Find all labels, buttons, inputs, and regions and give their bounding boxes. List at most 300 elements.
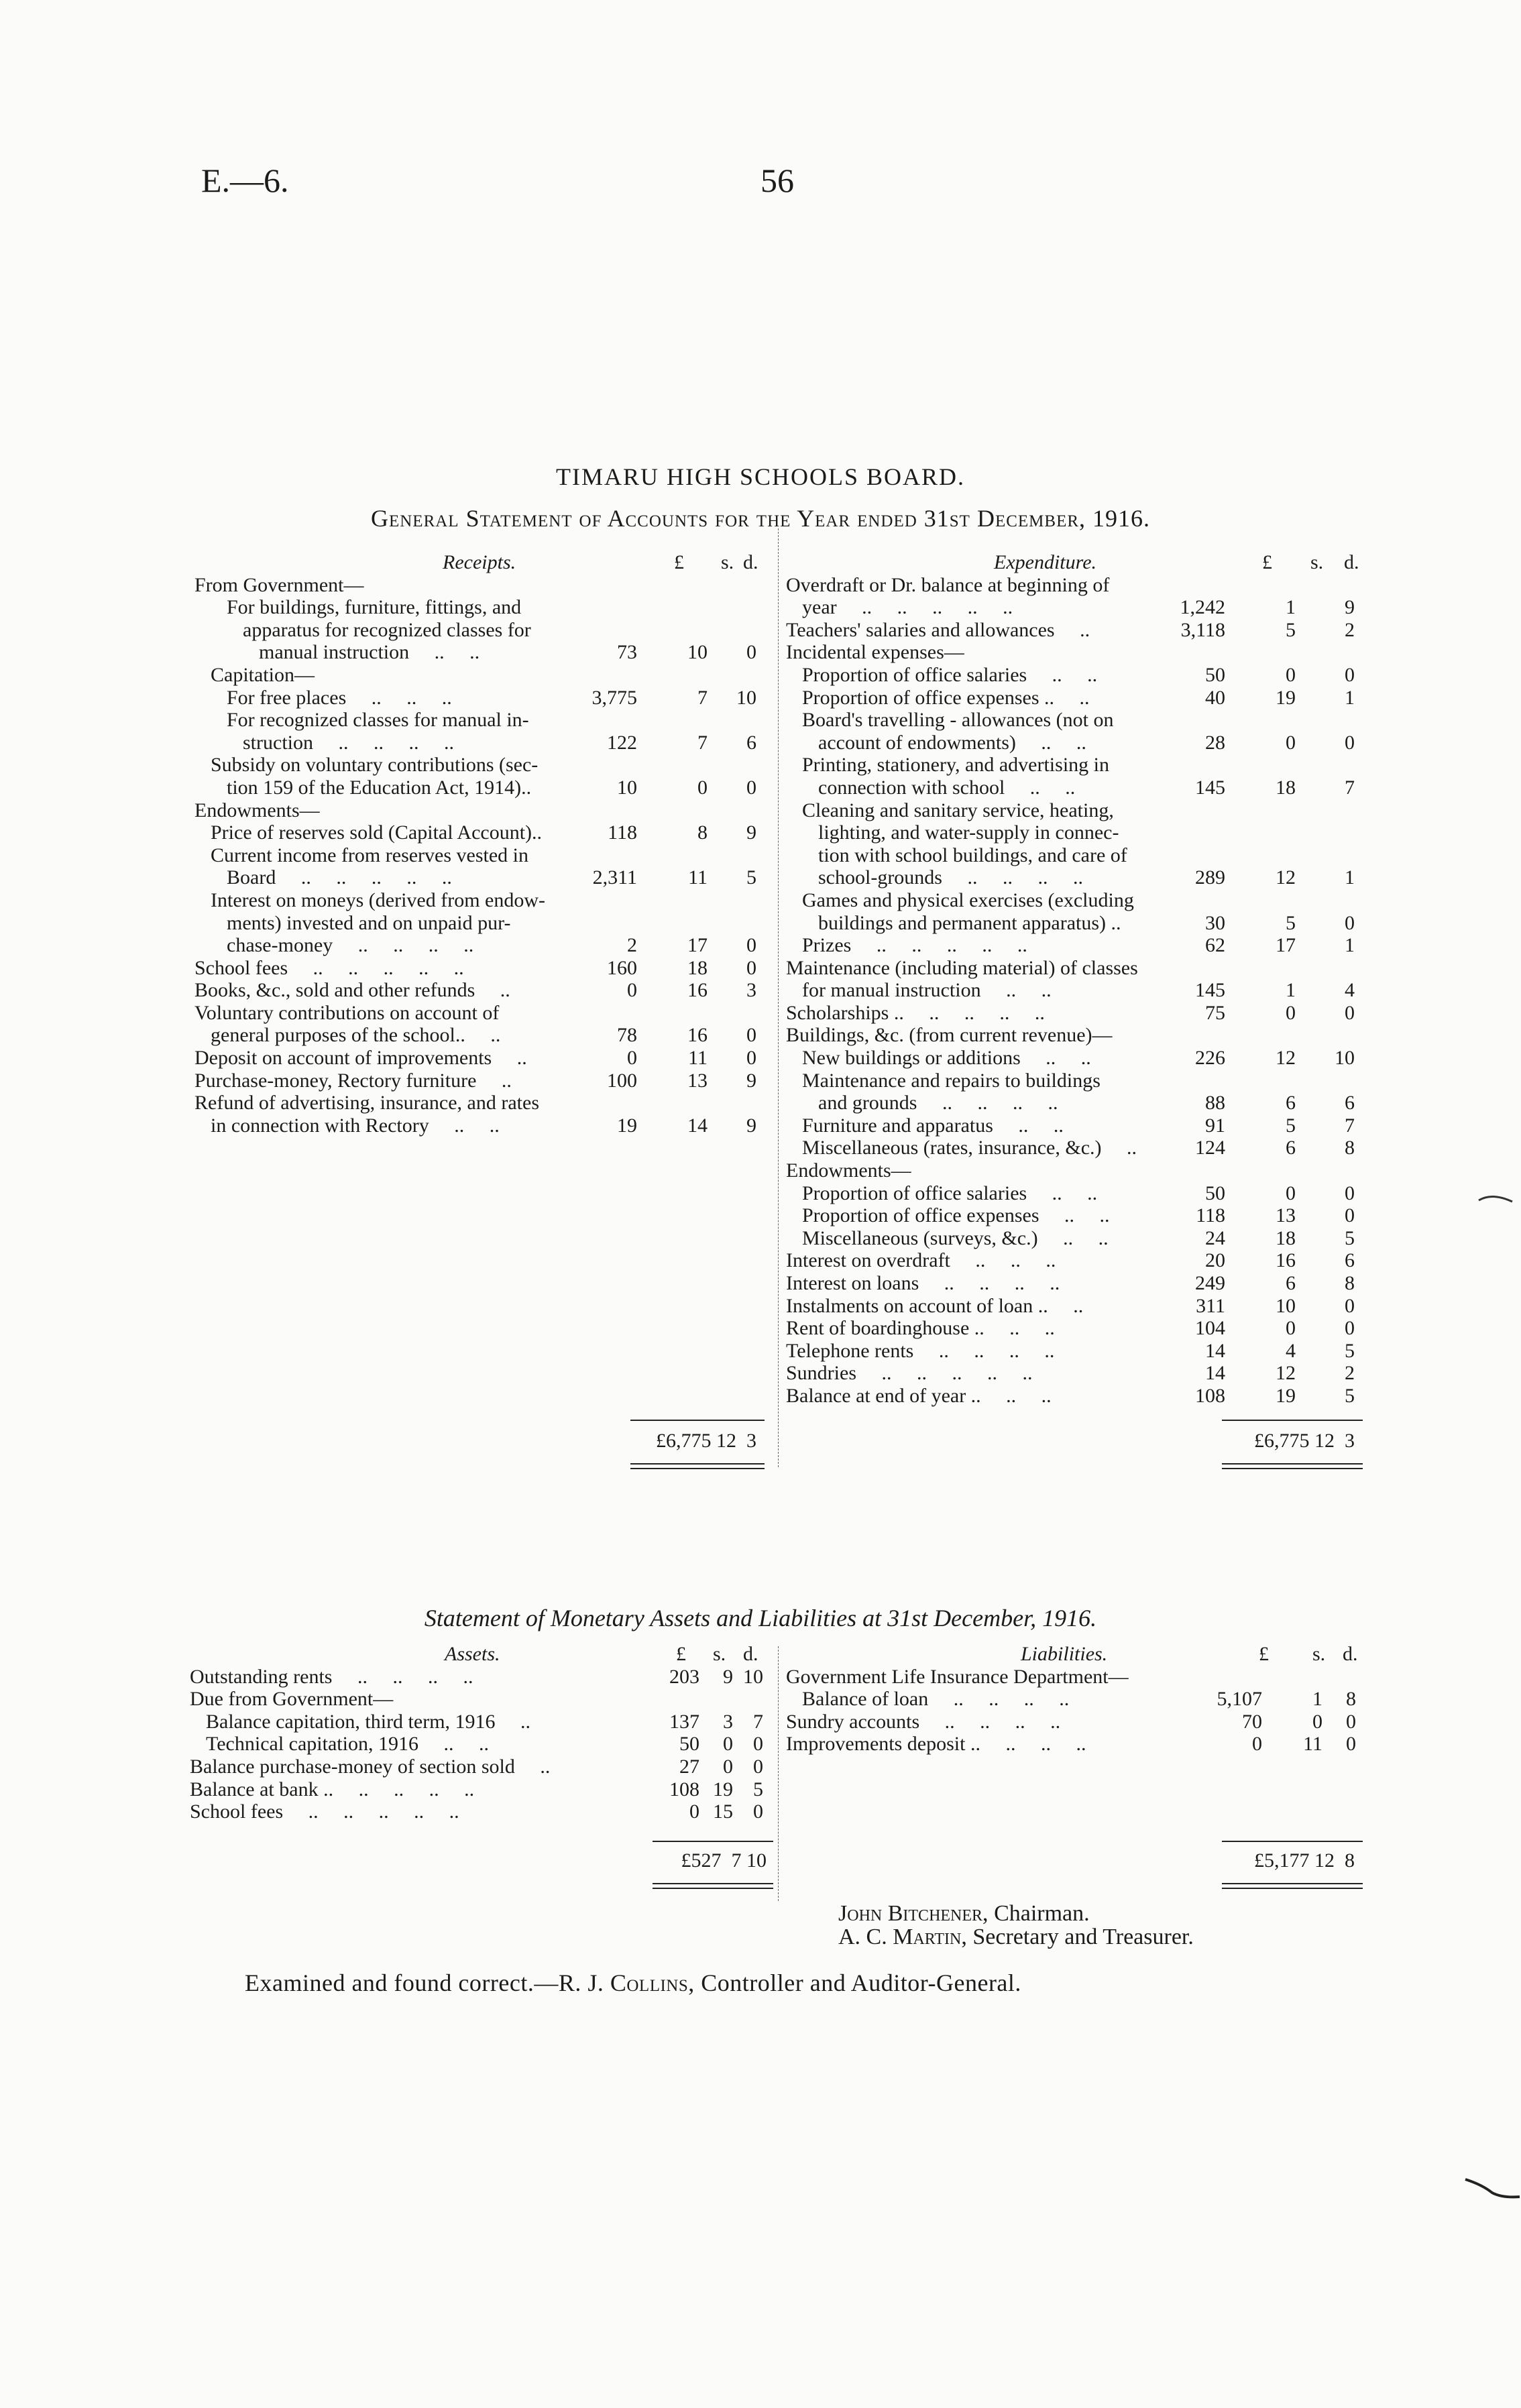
- receipts-row-label: tion 159 of the Education Act, 1914)..: [227, 776, 532, 799]
- receipts-row-label: For buildings, furniture, fittings, and: [227, 596, 522, 619]
- expenditure-row-label: Balance at end of year .. .. ..: [786, 1384, 1052, 1407]
- assets-row: [190, 1711, 773, 1733]
- receipts-row: [194, 821, 771, 844]
- expenditure-row: [786, 1362, 1376, 1385]
- expenditure-row-label: Proportion of office salaries .. ..: [802, 663, 1098, 686]
- liabilities-column: [786, 1643, 1376, 1872]
- receipts-row: [194, 957, 771, 980]
- expenditure-row-pounds: 118: [1196, 1204, 1225, 1227]
- assets-shillings-header: s.: [713, 1643, 726, 1665]
- expenditure-row-shillings: 13: [1276, 1204, 1296, 1227]
- liabilities-total-rule: [1222, 1841, 1363, 1842]
- expenditure-row-shillings: 19: [1276, 686, 1296, 709]
- expenditure-row-pounds: 91: [1205, 1114, 1225, 1137]
- receipts-row-label: chase-money .. .. .. ..: [227, 934, 474, 957]
- receipts-header-row: [194, 551, 771, 574]
- receipts-row-pounds: 122: [607, 731, 637, 754]
- expenditure-row: [786, 1024, 1376, 1047]
- expenditure-row-pounds: 75: [1205, 1001, 1225, 1024]
- receipts-pence-header: d.: [743, 551, 758, 573]
- receipts-row-label: manual instruction .. ..: [259, 641, 490, 664]
- receipts-row-pence: 0: [746, 776, 756, 799]
- receipts-row-pence: 0: [746, 956, 756, 979]
- audit-statement: [245, 1969, 1021, 1997]
- receipts-row-pence: 9: [746, 821, 756, 844]
- assets-row-label: Technical capitation, 1916 .. ..: [206, 1733, 489, 1756]
- receipts-row-shillings: 11: [688, 1047, 708, 1070]
- expenditure-row: [786, 777, 1376, 799]
- expenditure-header-row: [786, 551, 1376, 574]
- expenditure-total-double-rule: [1222, 1463, 1363, 1469]
- receipts-row-label: Endowments—: [194, 799, 320, 821]
- expenditure-row-pence: 5: [1345, 1339, 1355, 1362]
- expenditure-row-pence: 1: [1345, 866, 1355, 889]
- monetary-statement-title: Statement of Monetary Assets and Liabilities at 31st December, 1916.: [424, 1605, 1097, 1631]
- expenditure-row: [786, 1272, 1376, 1295]
- statement-subtitle-text: General Statement of Accounts for the Year ended 31st December, 1916.: [370, 505, 1151, 532]
- receipts-row-label: struction .. .. .. ..: [243, 731, 454, 754]
- receipts-row-shillings: 17: [687, 934, 708, 957]
- assets-row-pence: 7: [753, 1710, 763, 1733]
- expenditure-row-pounds: 30: [1205, 911, 1225, 934]
- receipts-row-shillings: 14: [687, 1114, 708, 1137]
- expenditure-row-pence: 0: [1345, 911, 1355, 934]
- expenditure-row-shillings: 1: [1286, 979, 1296, 1002]
- expenditure-row-shillings: 0: [1286, 1001, 1296, 1024]
- assets-column: [190, 1643, 773, 1872]
- expenditure-pounds-header: £: [1262, 551, 1272, 573]
- assets-row-pence: 0: [753, 1755, 763, 1778]
- expenditure-row: [786, 1317, 1376, 1340]
- expenditure-row-pence: 6: [1345, 1249, 1355, 1272]
- expenditure-row-pounds: 50: [1205, 663, 1225, 686]
- expenditure-row-pence: 5: [1345, 1384, 1355, 1407]
- receipts-row: [194, 596, 771, 619]
- assets-row-label: Outstanding rents .. .. .. ..: [190, 1665, 473, 1688]
- receipts-row-label: in connection with Rectory .. ..: [211, 1114, 500, 1137]
- expenditure-row-shillings: 18: [1276, 1226, 1296, 1249]
- liabilities-pence-header: d.: [1343, 1643, 1358, 1665]
- expenditure-row: [786, 912, 1376, 935]
- receipts-row-shillings: 10: [687, 641, 708, 664]
- expenditure-row-shillings: 5: [1286, 618, 1296, 641]
- expenditure-row: [786, 1204, 1376, 1227]
- receipts-row-label: Board .. .. .. .. ..: [227, 866, 452, 889]
- expenditure-row-label: school-grounds .. .. .. ..: [818, 866, 1083, 889]
- expenditure-row-pounds: 40: [1205, 686, 1225, 709]
- assets-row: [190, 1733, 773, 1756]
- expenditure-row: [786, 687, 1376, 709]
- assets-row-pence: 0: [753, 1800, 763, 1823]
- expenditure-row: [786, 934, 1376, 957]
- receipts-row: [194, 912, 771, 935]
- expenditure-row: [786, 844, 1376, 867]
- expenditure-row-shillings: 17: [1276, 934, 1296, 957]
- receipts-row: [194, 934, 771, 957]
- expenditure-row-pence: 1: [1345, 934, 1355, 957]
- receipts-row-label: Refund of advertising, insurance, and rates: [194, 1092, 539, 1114]
- expenditure-row-pounds: 104: [1195, 1317, 1225, 1340]
- liabilities-row-shillings: 1: [1312, 1688, 1322, 1711]
- liabilities-row-pence: 0: [1346, 1710, 1356, 1733]
- expenditure-row-label: Games and physical exercises (excluding: [802, 888, 1134, 911]
- receipts-total-rule: [630, 1420, 765, 1421]
- expenditure-row-pence: 5: [1345, 1226, 1355, 1249]
- assets-row-pounds: 27: [679, 1755, 699, 1778]
- assets-row-shillings: 19: [713, 1778, 733, 1800]
- receipts-row-pence: 5: [746, 866, 756, 889]
- expenditure-row-pounds: 62: [1205, 934, 1225, 957]
- assets-row: [190, 1666, 773, 1688]
- liabilities-row-shillings: 0: [1312, 1710, 1322, 1733]
- receipts-row-shillings: 16: [687, 979, 708, 1002]
- expenditure-row-label: Interest on overdraft .. .. ..: [786, 1249, 1056, 1272]
- liabilities-row: [786, 1666, 1376, 1688]
- expenditure-row-label: Teachers' salaries and allowances ..: [786, 618, 1090, 641]
- receipts-column: [194, 551, 771, 1452]
- expenditure-row: [786, 1070, 1376, 1092]
- assets-pence-header: d.: [743, 1643, 758, 1665]
- expenditure-row-label: Proportion of office expenses .. ..: [802, 686, 1090, 709]
- expenditure-row-pounds: 1,242: [1180, 596, 1225, 619]
- expenditure-row-pence: 4: [1345, 979, 1355, 1002]
- expenditure-row: [786, 1227, 1376, 1250]
- expenditure-heading: Expenditure.: [994, 551, 1097, 573]
- receipts-heading: Receipts.: [443, 551, 516, 573]
- receipts-row-pounds: 78: [617, 1024, 637, 1047]
- expenditure-row: [786, 1114, 1376, 1137]
- receipts-row: [194, 664, 771, 687]
- receipts-row-pounds: 73: [617, 641, 637, 664]
- expenditure-row-label: Proportion of office salaries .. ..: [802, 1182, 1098, 1204]
- receipts-row: [194, 844, 771, 867]
- expenditure-row: [786, 1137, 1376, 1159]
- expenditure-row-label: Overdraft or Dr. balance at beginning of: [786, 573, 1110, 596]
- liabilities-row-label: Sundry accounts .. .. .. ..: [786, 1710, 1061, 1733]
- receipts-row: [194, 732, 771, 754]
- assets-row-pounds: 0: [689, 1800, 699, 1823]
- expenditure-row-pounds: 88: [1205, 1092, 1225, 1114]
- expenditure-row: [786, 799, 1376, 822]
- expenditure-row-pounds: 145: [1195, 776, 1225, 799]
- expenditure-row-label: Furniture and apparatus .. ..: [802, 1114, 1064, 1137]
- expenditure-row: [786, 664, 1376, 687]
- expenditure-row-label: and grounds .. .. .. ..: [818, 1092, 1058, 1114]
- assets-row-label: School fees .. .. .. .. ..: [190, 1800, 459, 1823]
- assets-row-pence: 10: [743, 1665, 763, 1688]
- receipts-row: [194, 1002, 771, 1025]
- secretary-title: Secretary and Treasurer.: [972, 1925, 1194, 1949]
- expenditure-row-shillings: 12: [1276, 1047, 1296, 1070]
- liabilities-row: [786, 1688, 1376, 1711]
- assets-row: [190, 1688, 773, 1711]
- receipts-row-shillings: 7: [697, 686, 708, 709]
- expenditure-row-label: Proportion of office expenses .. ..: [802, 1204, 1110, 1227]
- expenditure-row-label: Rent of boardinghouse .. .. ..: [786, 1317, 1055, 1340]
- receipts-row-pence: 3: [746, 979, 756, 1002]
- board-title: TIMARU HIGH SCHOOLS BOARD.: [555, 463, 966, 490]
- expenditure-row-pounds: 108: [1195, 1384, 1225, 1407]
- receipts-row-pence: 9: [746, 1114, 756, 1137]
- expenditure-column: [786, 551, 1376, 1452]
- expenditure-row-shillings: 16: [1276, 1249, 1296, 1272]
- expenditure-row: [786, 1092, 1376, 1114]
- liabilities-row-label: Improvements deposit .. .. .. ..: [786, 1733, 1086, 1756]
- expenditure-row-label: Sundries .. .. .. .. ..: [786, 1362, 1033, 1385]
- assets-header-row: [190, 1643, 773, 1666]
- expenditure-row: [786, 957, 1376, 980]
- expenditure-row-shillings: 19: [1276, 1384, 1296, 1407]
- expenditure-row-label: tion with school buildings, and care of: [818, 844, 1127, 866]
- receipts-row-label: For recognized classes for manual in-: [227, 709, 529, 732]
- receipts-row: [194, 754, 771, 777]
- expenditure-row-shillings: 12: [1276, 866, 1296, 889]
- expenditure-row-pence: 9: [1345, 596, 1355, 619]
- expenditure-pence-header: d.: [1344, 551, 1359, 573]
- expenditure-row-pounds: 124: [1195, 1137, 1225, 1159]
- expenditure-row: [786, 889, 1376, 912]
- assets-row-shillings: 15: [713, 1800, 733, 1823]
- expenditure-row-pence: 8: [1345, 1272, 1355, 1294]
- liabilities-row-pounds: 0: [1252, 1733, 1262, 1756]
- expenditure-total: £6,775 12 3: [1254, 1430, 1355, 1452]
- receipts-row: [194, 1047, 771, 1070]
- expenditure-row-pounds: 14: [1205, 1362, 1225, 1385]
- receipts-row-label: From Government—: [194, 573, 364, 596]
- expenditure-row-shillings: 6: [1286, 1092, 1296, 1114]
- auditor-name: R. J. Collins,: [558, 1969, 695, 1996]
- expenditure-row-pence: 0: [1345, 1001, 1355, 1024]
- assets-liabilities-divider: [778, 1646, 779, 1901]
- expenditure-row-label: for manual instruction .. ..: [802, 979, 1052, 1002]
- expenditure-row-pence: 7: [1345, 1114, 1355, 1137]
- liabilities-row: [786, 1711, 1376, 1733]
- receipts-row: [194, 687, 771, 709]
- receipts-row-pence: 0: [746, 641, 756, 664]
- expenditure-row-label: Miscellaneous (rates, insurance, &c.) ..: [802, 1137, 1137, 1159]
- expenditure-row: [786, 1295, 1376, 1318]
- expenditure-row-shillings: 5: [1286, 911, 1296, 934]
- liabilities-total-double-rule: [1222, 1883, 1363, 1889]
- expenditure-row: [786, 596, 1376, 619]
- expenditure-row-label: connection with school .. ..: [818, 776, 1076, 799]
- receipts-row-label: Books, &c., sold and other refunds ..: [194, 979, 510, 1002]
- expenditure-row-shillings: 12: [1276, 1362, 1296, 1385]
- receipts-row-pence: 6: [746, 731, 756, 754]
- receipts-row: [194, 574, 771, 597]
- expenditure-row-pence: 0: [1345, 1317, 1355, 1340]
- receipts-row-shillings: 8: [697, 821, 708, 844]
- receipts-row-label: Purchase-money, Rectory furniture ..: [194, 1069, 512, 1092]
- assets-row-shillings: 9: [723, 1665, 733, 1688]
- assets-row-pence: 0: [753, 1733, 763, 1756]
- receipts-row-pence: 10: [736, 686, 756, 709]
- expenditure-row: [786, 754, 1376, 777]
- assets-row-pounds: 108: [669, 1778, 699, 1800]
- assets-row-pounds: 203: [669, 1665, 699, 1688]
- liabilities-pounds-header: £: [1259, 1643, 1269, 1665]
- liabilities-row-pence: 8: [1346, 1688, 1356, 1711]
- assets-total-row: [653, 1849, 773, 1872]
- expenditure-row-pence: 0: [1345, 1294, 1355, 1317]
- expenditure-row: [786, 1047, 1376, 1070]
- receipts-row-label: general purposes of the school.. ..: [211, 1024, 501, 1047]
- expenditure-row-pounds: 289: [1195, 866, 1225, 889]
- expenditure-row: [786, 1249, 1376, 1272]
- expenditure-row: [786, 641, 1376, 664]
- receipts-row-label: Deposit on account of improvements ..: [194, 1047, 527, 1070]
- receipts-row-pence: 0: [746, 934, 756, 957]
- liabilities-shillings-header: s.: [1312, 1643, 1326, 1665]
- receipts-total: £6,775 12 3: [656, 1430, 756, 1452]
- expenditure-row-label: account of endowments) .. ..: [818, 731, 1086, 754]
- receipts-row: [194, 979, 771, 1002]
- expenditure-row: [786, 709, 1376, 732]
- receipts-row: [194, 709, 771, 732]
- expenditure-row-label: New buildings or additions .. ..: [802, 1047, 1091, 1070]
- expenditure-row-shillings: 0: [1286, 731, 1296, 754]
- receipts-row-label: Subsidy on voluntary contributions (sec-: [211, 754, 539, 777]
- liabilities-row-shillings: 11: [1303, 1733, 1322, 1756]
- expenditure-row-shillings: 18: [1276, 776, 1296, 799]
- receipts-row-label: For free places .. .. ..: [227, 686, 452, 709]
- expenditure-row-label: Interest on loans .. .. .. ..: [786, 1272, 1060, 1294]
- expenditure-row: [786, 619, 1376, 642]
- liabilities-total-row: [1222, 1849, 1363, 1872]
- expenditure-row-pence: 6: [1345, 1092, 1355, 1114]
- expenditure-row: [786, 979, 1376, 1002]
- expenditure-row-pence: 0: [1345, 663, 1355, 686]
- receipts-row: [194, 1092, 771, 1114]
- expenditure-row-pence: 7: [1345, 776, 1355, 799]
- expenditure-row-pounds: 3,118: [1180, 618, 1225, 641]
- expenditure-shillings-header: s.: [1310, 551, 1324, 573]
- receipts-row-pounds: 0: [627, 1047, 637, 1070]
- expenditure-row-shillings: 5: [1286, 1114, 1296, 1137]
- receipts-row-pounds: 19: [617, 1114, 637, 1137]
- assets-row-pounds: 137: [669, 1710, 699, 1733]
- receipts-row-label: ments) invested and on unpaid pur-: [227, 911, 511, 934]
- receipts-row: [194, 777, 771, 799]
- expenditure-row-label: Telephone rents .. .. .. ..: [786, 1339, 1055, 1362]
- expenditure-row-pence: 1: [1345, 686, 1355, 709]
- expenditure-row-shillings: 0: [1286, 663, 1296, 686]
- scan-mark: [1475, 1187, 1516, 1207]
- assets-total: £527 7 10: [681, 1849, 767, 1872]
- expenditure-row: [786, 821, 1376, 844]
- expenditure-total-rule: [1222, 1420, 1363, 1421]
- expenditure-row-shillings: 0: [1286, 1182, 1296, 1204]
- receipts-row-pounds: 2: [627, 934, 637, 957]
- expenditure-row-shillings: 6: [1286, 1137, 1296, 1159]
- expenditure-row-label: year .. .. .. .. ..: [802, 596, 1013, 619]
- liabilities-row-pence: 0: [1346, 1733, 1356, 1756]
- expenditure-row-pence: 0: [1345, 1182, 1355, 1204]
- receipts-row-shillings: 13: [687, 1069, 708, 1092]
- assets-row-shillings: 0: [723, 1733, 733, 1756]
- expenditure-row-pounds: 28: [1205, 731, 1225, 754]
- expenditure-row-label: Incidental expenses—: [786, 641, 964, 664]
- liabilities-total: £5,177 12 8: [1254, 1849, 1355, 1872]
- chairman-signature: [838, 1901, 1090, 1927]
- expenditure-row-pence: 0: [1345, 1204, 1355, 1227]
- page-number: 56: [760, 162, 794, 199]
- assets-row-pounds: 50: [679, 1733, 699, 1756]
- auditor-title: Controller and Auditor-General.: [701, 1969, 1021, 1996]
- receipts-row-pounds: 2,311: [592, 866, 637, 889]
- expenditure-row-shillings: 1: [1286, 596, 1296, 619]
- expenditure-row-label: Miscellaneous (surveys, &c.) .. ..: [802, 1226, 1109, 1249]
- expenditure-row-pence: 0: [1345, 731, 1355, 754]
- receipts-row-pounds: 118: [608, 821, 637, 844]
- receipts-row-pence: 0: [746, 1047, 756, 1070]
- scan-mark: [1462, 2173, 1521, 2206]
- liabilities-row-pounds: 70: [1242, 1710, 1262, 1733]
- receipts-total-row: [630, 1430, 765, 1452]
- expenditure-row-label: buildings and permanent apparatus) ..: [818, 911, 1121, 934]
- receipts-row-shillings: 16: [687, 1024, 708, 1047]
- receipts-total-double-rule: [630, 1463, 765, 1469]
- liabilities-header-row: [786, 1643, 1376, 1666]
- expenditure-row-pence: 10: [1335, 1047, 1355, 1070]
- receipts-row: [194, 889, 771, 912]
- assets-row-pence: 5: [753, 1778, 763, 1800]
- receipts-row-shillings: 0: [697, 776, 708, 799]
- expenditure-row: [786, 1182, 1376, 1205]
- expenditure-row: [786, 1385, 1376, 1408]
- receipts-row-pounds: 10: [617, 776, 637, 799]
- expenditure-row-label: Cleaning and sanitary service, heating,: [802, 799, 1114, 821]
- column-divider: [778, 528, 779, 1467]
- expenditure-row-shillings: 0: [1286, 1317, 1296, 1340]
- expenditure-row: [786, 1159, 1376, 1182]
- secretary-name: A. C. Martin,: [838, 1925, 967, 1949]
- expenditure-row-label: Endowments—: [786, 1159, 911, 1182]
- assets-row: [190, 1778, 773, 1801]
- expenditure-row-pence: 8: [1345, 1137, 1355, 1159]
- chairman-name: John Bitchener,: [838, 1901, 989, 1926]
- receipts-row-shillings: 18: [687, 956, 708, 979]
- expenditure-row-label: Instalments on account of loan .. ..: [786, 1294, 1084, 1317]
- receipts-row: [194, 1114, 771, 1137]
- expenditure-row-pounds: 311: [1196, 1294, 1225, 1317]
- receipts-row: [194, 641, 771, 664]
- audit-prefix: Examined and found correct.—: [245, 1969, 559, 1996]
- expenditure-row-label: Maintenance (including material) of classes: [786, 956, 1138, 979]
- expenditure-row-label: Scholarships .. .. .. .. ..: [786, 1001, 1045, 1024]
- receipts-row: [194, 619, 771, 642]
- liabilities-row: [786, 1733, 1376, 1756]
- expenditure-row-pounds: 20: [1205, 1249, 1225, 1272]
- assets-row: [190, 1756, 773, 1778]
- expenditure-row: [786, 866, 1376, 889]
- receipts-row-pence: 9: [746, 1069, 756, 1092]
- receipts-row-pounds: 3,775: [592, 686, 637, 709]
- receipts-row-shillings: 7: [697, 731, 708, 754]
- liabilities-heading: Liabilities.: [1021, 1643, 1108, 1665]
- assets-total-rule: [653, 1841, 773, 1842]
- expenditure-row-shillings: 4: [1286, 1339, 1296, 1362]
- receipts-row-label: Price of reserves sold (Capital Account)..: [211, 821, 543, 844]
- expenditure-total-row: [1222, 1430, 1363, 1452]
- expenditure-row-label: Buildings, &c. (from current revenue)—: [786, 1024, 1113, 1047]
- receipts-row-label: apparatus for recognized classes for: [243, 618, 531, 641]
- receipts-pounds-header: £: [674, 551, 684, 573]
- expenditure-row-pounds: 14: [1205, 1339, 1225, 1362]
- assets-pounds-header: £: [676, 1643, 686, 1665]
- expenditure-row-label: Printing, stationery, and advertising in: [802, 754, 1109, 777]
- expenditure-row-pounds: 24: [1205, 1226, 1225, 1249]
